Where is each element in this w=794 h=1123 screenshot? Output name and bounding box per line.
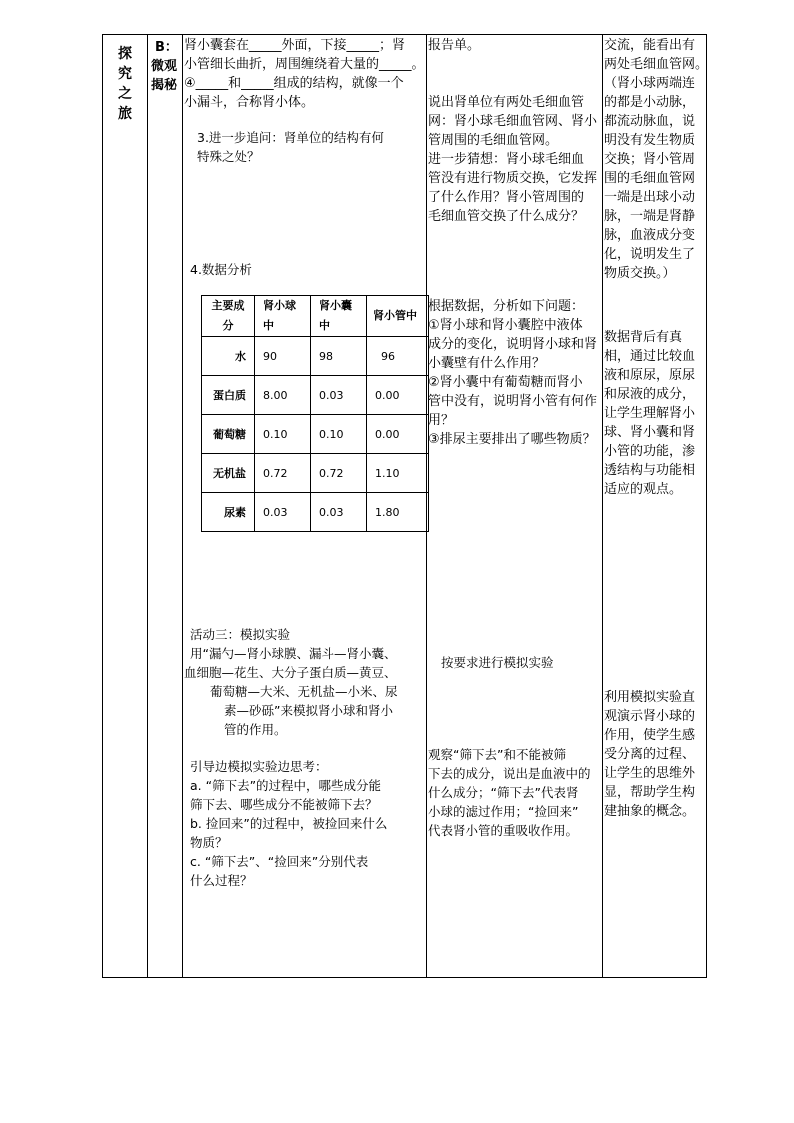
table-header-row bbox=[202, 296, 429, 337]
text-line: 物质交换。） bbox=[604, 266, 676, 281]
text-line: 透结构与功能相 bbox=[604, 463, 696, 478]
table-cell: 0.72 bbox=[311, 454, 367, 493]
text-line: b. 捡回来”的过程中，被捡回来什么 bbox=[190, 816, 388, 831]
text-line: 明没有发生物质 bbox=[604, 133, 696, 148]
question-4-title: 4.数据分析 bbox=[190, 262, 252, 277]
teacher-intro bbox=[184, 36, 425, 112]
column-divider-1 bbox=[147, 34, 148, 978]
text-line: 葡萄糖—大米、无机盐—小米、尿 bbox=[210, 684, 398, 699]
text-line: 液和原尿，原尿 bbox=[604, 368, 696, 383]
text-line: 特殊之处？ bbox=[197, 149, 260, 164]
student-para-2 bbox=[428, 297, 597, 449]
text-line: 什么成分；“筛下去”代表肾 bbox=[428, 785, 579, 800]
intent-para-1 bbox=[604, 36, 708, 283]
text-line: 管中没有，说明肾小管有何作 bbox=[428, 394, 598, 409]
student-para-3: 按要求进行模拟实验 bbox=[441, 655, 554, 670]
text-line: ①肾小球和肾小囊腔中液体 bbox=[428, 318, 583, 333]
table-cell: 0.10 bbox=[255, 415, 311, 454]
text-line: 显，帮助学生构 bbox=[604, 785, 696, 800]
table-cell: 8.00 bbox=[255, 376, 311, 415]
table-cell: 90 bbox=[255, 337, 311, 376]
text-line: 肾小囊套在_____外面，下接_____；肾 bbox=[184, 38, 406, 53]
student-top-line: 报告单。 bbox=[428, 38, 481, 53]
guide-title: 引导边模拟实验边思考： bbox=[190, 759, 328, 774]
data-table bbox=[201, 295, 429, 532]
table-row bbox=[202, 337, 429, 376]
table-cell: 0.00 bbox=[367, 376, 429, 415]
text-line: （肾小球两端连 bbox=[604, 76, 696, 91]
text-line: 3.进一步追问：肾单位的结构有何 bbox=[197, 130, 384, 145]
text-line: 让学生的思维外 bbox=[604, 766, 696, 781]
table-cell: 0.72 bbox=[255, 454, 311, 493]
text-line: c. “筛下去”、“捡回来”分别代表 bbox=[190, 854, 369, 869]
text-line: 什么过程？ bbox=[190, 873, 253, 888]
table-cell: 0.03 bbox=[311, 493, 367, 532]
table-cell: 1.10 bbox=[367, 454, 429, 493]
text-line: ③排尿主要排出了哪些物质？ bbox=[428, 432, 596, 447]
intent-para-2 bbox=[604, 328, 695, 499]
text-line: 建抽象的概念。 bbox=[604, 804, 696, 819]
table-top-border bbox=[102, 34, 707, 35]
text-line: 小囊壁有什么作用？ bbox=[428, 356, 546, 371]
table-cell: 0.03 bbox=[311, 376, 367, 415]
text-line: a. “筛下去”的过程中，哪些成分能 bbox=[190, 778, 382, 793]
text-line: 脉，血液成分变 bbox=[604, 228, 696, 243]
table-row bbox=[202, 454, 429, 493]
text-line: 根据数据，分析如下问题： bbox=[428, 299, 585, 314]
text-line: 围的毛细血管网 bbox=[604, 171, 696, 186]
text-line: 观演示肾小球的 bbox=[604, 709, 696, 724]
text-line: 一端是出球小动 bbox=[604, 190, 696, 205]
question-3 bbox=[197, 128, 384, 166]
table-cell: 0.03 bbox=[255, 493, 311, 532]
table-row bbox=[202, 415, 429, 454]
text-line: 管没有进行物质交换，它发挥 bbox=[428, 171, 598, 186]
table-bottom-border bbox=[102, 977, 707, 978]
text-line: 的都是小动脉， bbox=[604, 95, 696, 110]
text-line: 让学生理解肾小 bbox=[604, 406, 696, 421]
text-line: 管的作用。 bbox=[224, 722, 287, 737]
row-label: 尿素 bbox=[202, 493, 255, 532]
section-label-line: 微观 bbox=[151, 59, 178, 74]
intent-para-3 bbox=[604, 688, 695, 821]
text-line: 素—砂砾”来模拟肾小球和肾小 bbox=[224, 703, 393, 718]
table-cell: 0.00 bbox=[367, 415, 429, 454]
text-line: 网：肾小球毛细血管网、肾小 bbox=[428, 114, 598, 129]
section-label-line: 揭秘 bbox=[151, 78, 178, 93]
table-cell: 96 bbox=[367, 337, 429, 376]
text-line: 小管细长曲折，周围缠绕着大量的_____。 bbox=[184, 57, 425, 72]
row-label: 葡萄糖 bbox=[202, 415, 255, 454]
text-line: 数据背后有真 bbox=[604, 330, 683, 345]
text-line: 脉，一端是肾静 bbox=[604, 209, 696, 224]
text-line: 小漏斗，合称肾小体。 bbox=[184, 95, 315, 110]
table-cell: 0.10 bbox=[311, 415, 367, 454]
table-left-border bbox=[102, 34, 103, 978]
section-label bbox=[151, 38, 181, 95]
text-line: 进一步猜想：肾小球毛细血 bbox=[428, 152, 585, 167]
header-cell: 肾小管中 bbox=[367, 296, 429, 337]
text-line: 管周围的毛细血管网。 bbox=[428, 133, 559, 148]
row-label: 水 bbox=[202, 337, 255, 376]
text-line: 交换；肾小管周 bbox=[604, 152, 696, 167]
text-line: 下去的成分，说出是血液中的 bbox=[428, 766, 591, 781]
section-label-line: B： bbox=[155, 40, 178, 55]
student-para-1 bbox=[428, 93, 597, 226]
text-line: 交流，能看出有 bbox=[604, 38, 696, 53]
activity-title: 活动三：模拟实验 bbox=[190, 627, 291, 642]
text-line: 作用，使学生感 bbox=[604, 728, 696, 743]
activity-three bbox=[184, 625, 398, 739]
text-line: 物质？ bbox=[190, 835, 228, 850]
text-line: 适应的观点。 bbox=[604, 482, 683, 497]
text-line: 代表肾小管的重吸收作用。 bbox=[428, 823, 579, 838]
text-line: ②肾小囊中有葡萄糖而肾小 bbox=[428, 375, 583, 390]
table-cell: 1.80 bbox=[367, 493, 429, 532]
text-line: 了什么作用？肾小管周围的 bbox=[428, 190, 585, 205]
guided-thinking bbox=[190, 757, 387, 890]
stage-label: 探究之旅 bbox=[118, 46, 132, 122]
text-line: 化，说明发生了 bbox=[604, 247, 696, 262]
text-line: 和尿液的成分， bbox=[604, 387, 696, 402]
text-line: 观察“筛下去”和不能被筛 bbox=[428, 747, 566, 762]
header-cell: 肾小囊中 bbox=[311, 296, 367, 337]
column-divider-4 bbox=[602, 34, 603, 978]
text-line: 用？ bbox=[428, 413, 455, 428]
text-line: 球、肾小囊和肾 bbox=[604, 425, 696, 440]
table-cell: 98 bbox=[311, 337, 367, 376]
text-line: 两处毛细血管网。 bbox=[604, 57, 709, 72]
text-line: 利用模拟实验直 bbox=[604, 690, 696, 705]
text-line: 毛细血管交换了什么成分？ bbox=[428, 209, 585, 224]
table-row bbox=[202, 493, 429, 532]
column-divider-2 bbox=[182, 34, 183, 978]
table-row bbox=[202, 376, 429, 415]
text-line: 筛下去、哪些成分不能被筛下去？ bbox=[190, 797, 378, 812]
text-line: 相，通过比较血 bbox=[604, 349, 696, 364]
text-line: 说出肾单位有两处毛细血管 bbox=[428, 95, 585, 110]
text-line: ④_____和_____组成的结构，就像一个 bbox=[184, 76, 404, 91]
text-line: 血细胞—花生、大分子蛋白质—黄豆、 bbox=[184, 665, 397, 680]
row-label: 无机盐 bbox=[202, 454, 255, 493]
text-line: 小球的滤过作用；“捡回来” bbox=[428, 804, 579, 819]
header-cell: 肾小球中 bbox=[255, 296, 311, 337]
text-line: 用“漏勺—肾小球膜、漏斗—肾小囊、 bbox=[190, 646, 397, 661]
text-line: 都流动脉血，说 bbox=[604, 114, 696, 129]
text-line: 成分的变化，说明肾小球和肾 bbox=[428, 337, 598, 352]
text-line: 小管的功能，渗 bbox=[604, 444, 696, 459]
row-label: 蛋白质 bbox=[202, 376, 255, 415]
header-cell: 主要成分 bbox=[202, 296, 255, 337]
student-para-4 bbox=[428, 745, 591, 840]
text-line: 受分离的过程、 bbox=[604, 747, 696, 762]
